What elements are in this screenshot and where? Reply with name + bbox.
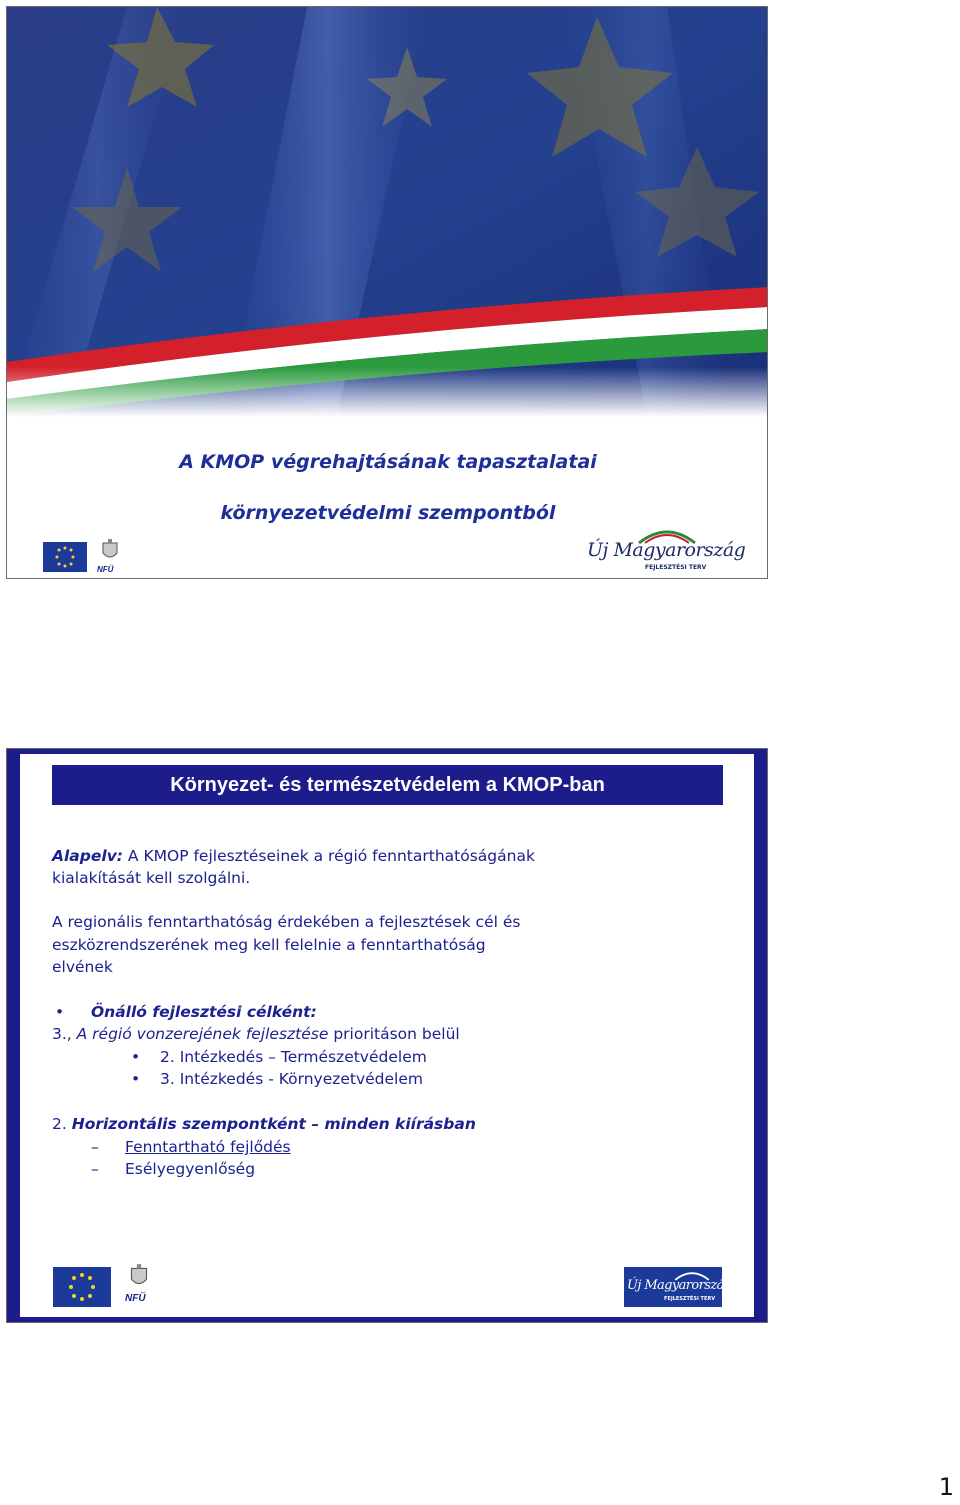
alapelv-text-1: A KMOP fejlesztéseinek a régió fenntarthatóságának — [123, 847, 535, 865]
bullet-icon: • — [131, 1048, 141, 1066]
slide-title-line-2: környezetvédelmi szempontból — [220, 502, 556, 524]
hungarian-coat-of-arms-icon — [125, 1263, 153, 1289]
umft-subtitle: FEJLESZTÉSI TERV — [664, 1296, 716, 1302]
hungarian-coat-of-arms-icon — [97, 539, 123, 561]
nfu-label: NFÜ — [97, 565, 114, 574]
slide-frame-bottom — [7, 1317, 767, 1322]
bullet-icon: • — [131, 1070, 141, 1088]
item-2: 2. Horizontális szempontként – minden kiírásban — [52, 1115, 476, 1133]
nfu-label: NFÜ — [125, 1293, 146, 1304]
alapelv-line-1 — [52, 845, 535, 868]
nfu-logo — [97, 539, 123, 575]
slide-heading: Környezet- és természetvédelem a KMOP-ban — [52, 765, 723, 805]
sub-item-1: 2. Intézkedés – Természetvédelem — [160, 1048, 427, 1066]
item-3: 3., A régió vonzerejének fejlesztése prioritáson belül — [52, 1025, 460, 1043]
page-number: 1 — [938, 1473, 954, 1501]
dash-icon: – — [91, 1138, 99, 1156]
umft-wordmark: Új Magyarország — [627, 1278, 732, 1293]
nfu-logo — [125, 1263, 155, 1309]
title-slide — [6, 6, 768, 579]
paragraph-line-1: A regionális fenntarthatóság érdekében a fejlesztések cél és — [52, 913, 521, 931]
alapelv-line-2: kialakítását kell szolgálni. — [52, 869, 251, 887]
dash-item-2: Esélyegyenlőség — [125, 1160, 256, 1178]
bullet-icon: • — [55, 1003, 65, 1021]
alapelv-label: Alapelv: — [52, 847, 123, 865]
content-slide — [6, 748, 768, 1323]
sub-item-2: 3. Intézkedés - Környezetvédelem — [160, 1070, 424, 1088]
slide-frame-top — [7, 749, 767, 754]
umft-wordmark: Új Magyarország — [587, 539, 746, 561]
umft-subtitle: FEJLESZTÉSI TERV — [645, 564, 707, 571]
eu-flag-hero-image — [7, 7, 768, 417]
dash-item-1[interactable]: Fenntartható fejlődés — [125, 1138, 291, 1156]
bullet-1: Önálló fejlesztési célként: — [91, 1003, 317, 1021]
uj-magyarorszag-logo — [624, 1267, 732, 1307]
paragraph-line-2: eszközrendszerének meg kell felelnie a fenntarthatóság — [52, 936, 486, 954]
dash-icon: – — [91, 1160, 99, 1178]
slide-title-line-1: A KMOP végrehajtásának tapasztalatai — [179, 451, 597, 473]
paragraph-line-3: elvének — [52, 958, 113, 976]
eu-flag-icon — [43, 542, 87, 572]
slide-frame-right — [754, 749, 767, 1322]
uj-magyarorszag-logo — [587, 525, 746, 577]
slide-frame-left — [7, 749, 20, 1322]
eu-flag-icon — [53, 1267, 111, 1307]
